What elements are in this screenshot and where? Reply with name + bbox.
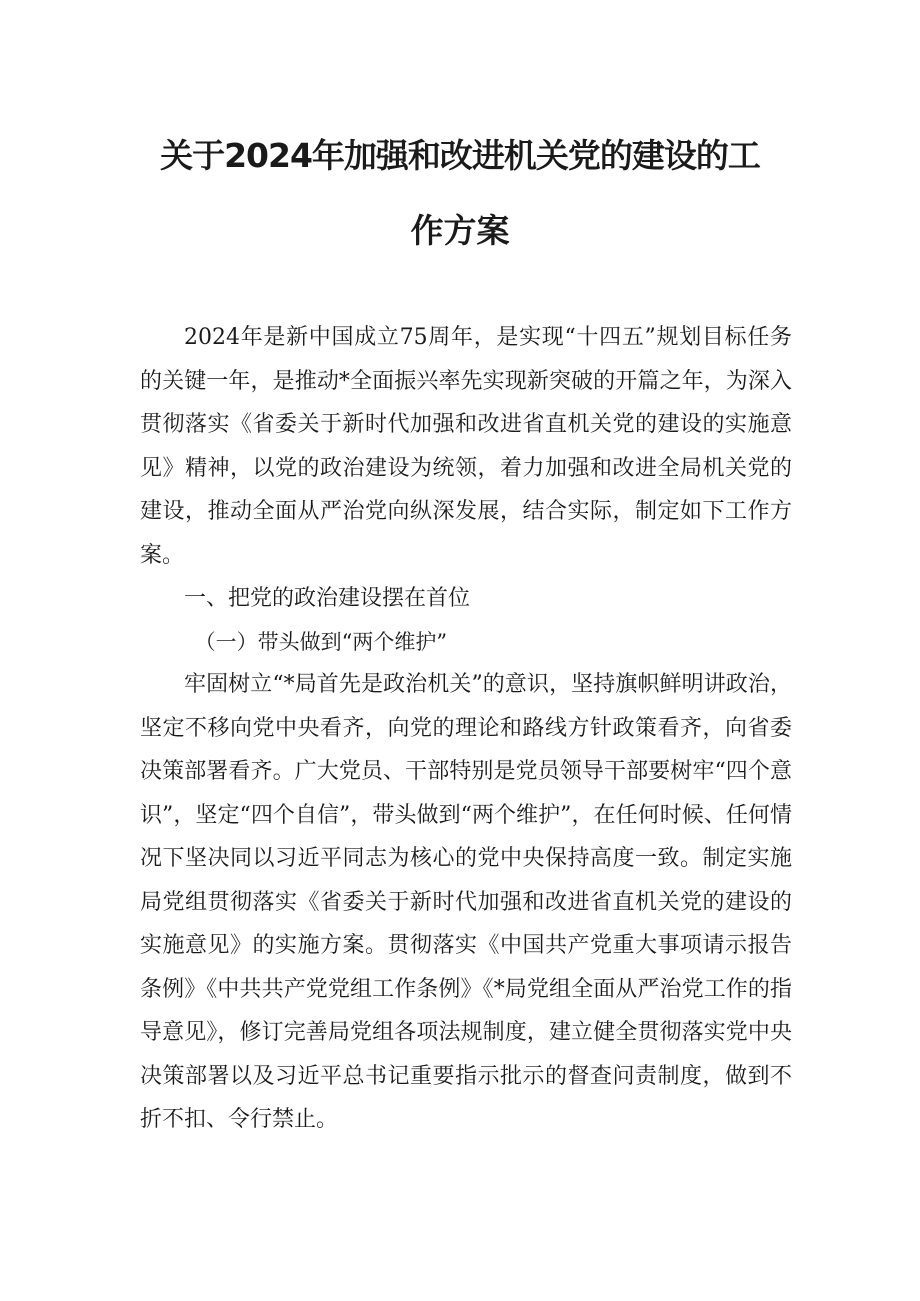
section-heading-1: 一、把党的政治建设摆在首位 [184,586,471,611]
intro-paragraph: 2024年是新中国成立75周年，是实现“十四五”规划目标任务的关键一年，是推动*全面振兴率先实现新突破的开篇之年，为深入贯彻落实《省委关于新时代加强和改进省直机关党的建设的实施意见》精神，以党的政治建设为统领，着力加强和改进全局机关党的建设，推动全面从严治党向纵深发展，结合实际，制定如下工作方案。 [140,325,792,568]
subsection-heading-1: （一）带头做到“两个维护” [194,630,448,654]
subsection-1-paragraph: 牢固树立“*局首先是政治机关”的意识，坚持旗帜鲜明讲政治，坚定不移向党中央看齐，向党的理论和路线方针政策看齐，向省委决策部署看齐。广大党员、干部特别是党员领导干部要树牢“四个意识”，坚定“四个自信”，带头做到“两个维护”，在任何时候、任何情况下坚决同以习近平同志为核心的党中央保持高度一致。制定实施局党组贯彻落实《省委关于新时代加强和改进省直机关党的建设的实施意见》的实施方案。贯彻落实《中国共产党重大事项请示报告条例》《中共共产党党组工作条例》《*局党组全面从严治党工作的指导意见》，修订完善局党组各项法规制度，建立健全贯彻落实党中央决策部署以及习近平总书记重要指示批示的督查问责制度，做到不折不扣、令行禁止。 [140,672,792,1132]
document-title-line-1: 关于2024年加强和改进机关党的建设的工 [160,136,760,175]
document-title-line-2: 作方案 [410,211,510,250]
document-body [140,316,792,1142]
